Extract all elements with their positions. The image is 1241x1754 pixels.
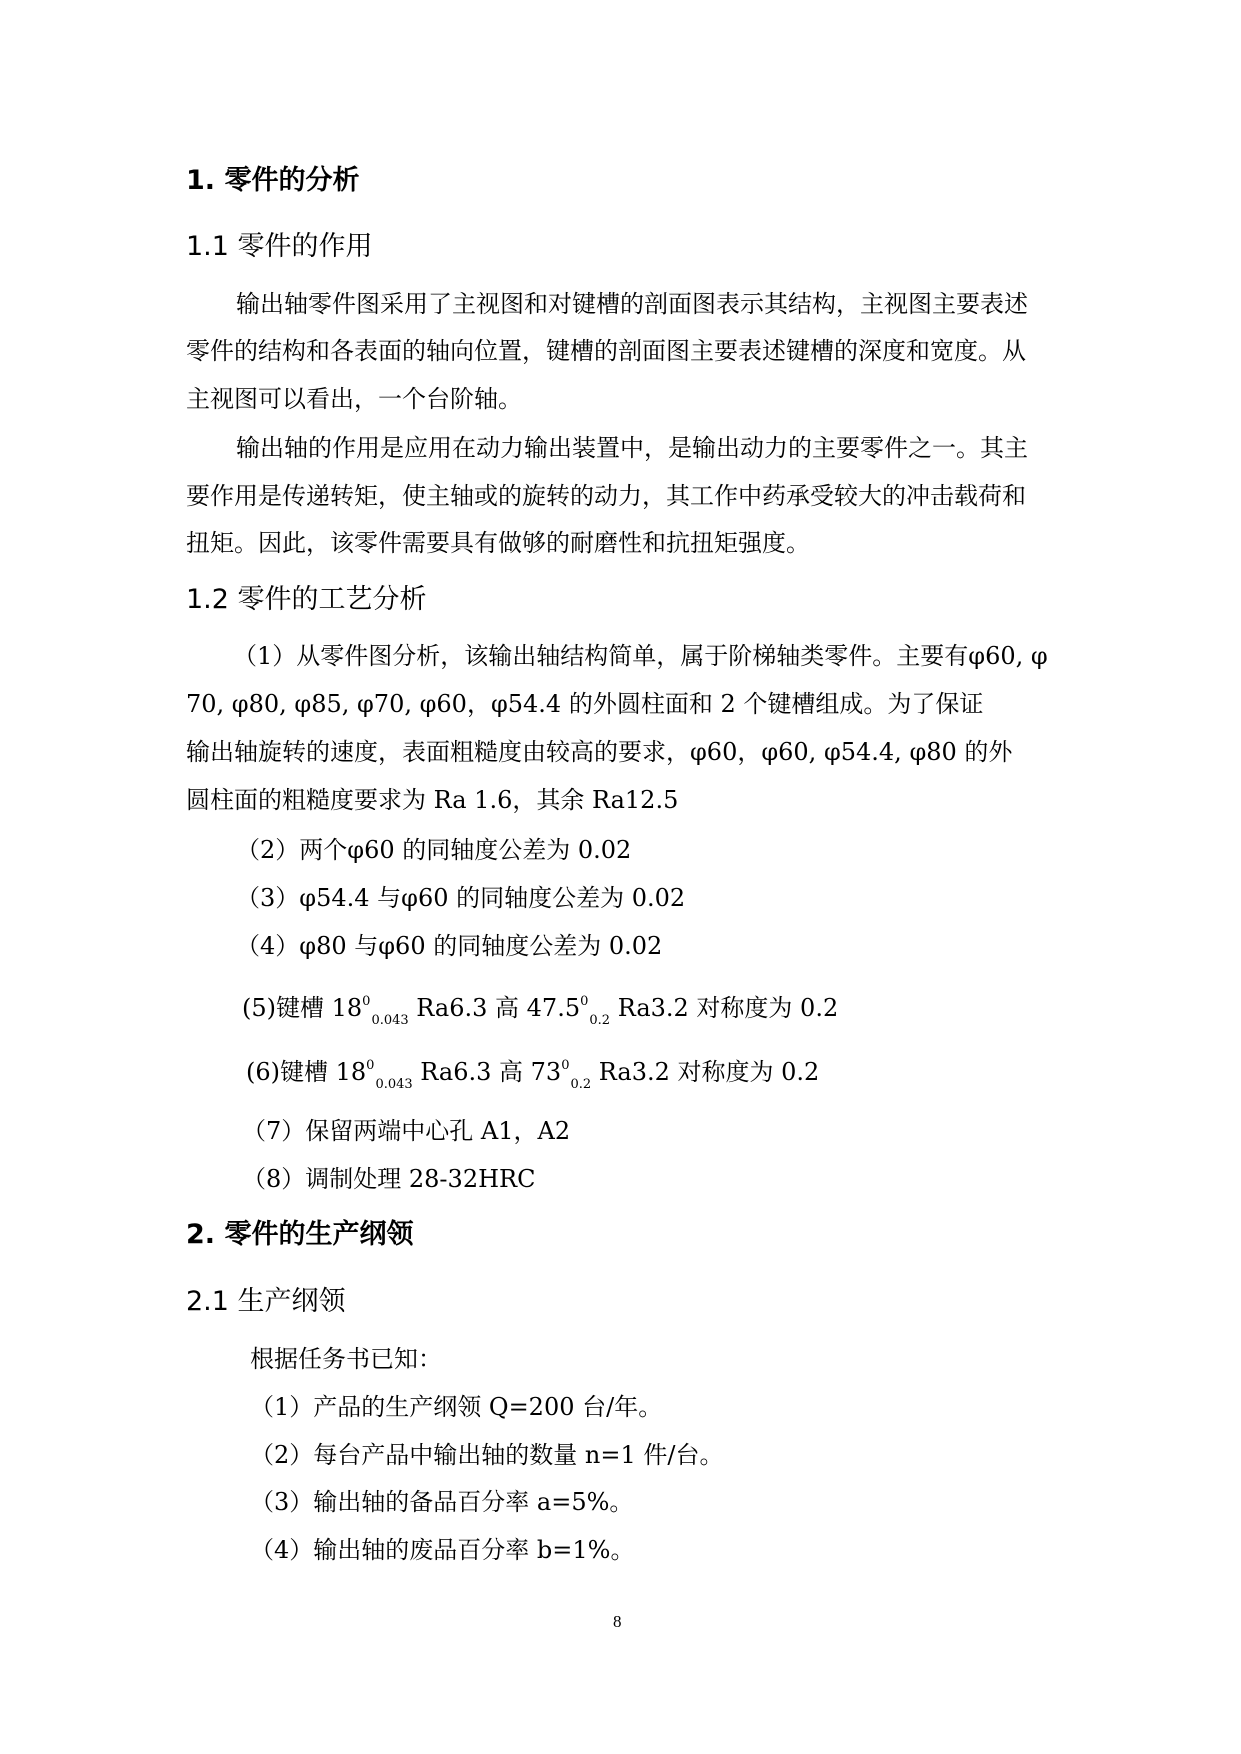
paragraph-line: 零件的结构和各表面的轴向位置，键槽的剖面图主要表述键槽的深度和宽度。从 <box>186 337 1026 365</box>
list-item-keyway-1 <box>242 993 838 1028</box>
tolerance-upper: 0 <box>366 1058 375 1073</box>
list-item: （3）φ54.4 与φ60 的同轴度公差为 0.02 <box>236 884 686 912</box>
list-item-line: 输出轴旋转的速度，表面粗糙度由较高的要求，φ60，φ60, φ54.4, φ80 的外 <box>186 738 1013 766</box>
paragraph-line: 输出轴零件图采用了主视图和对键槽的剖面图表示其结构，主视图主要表述 <box>236 290 1028 318</box>
section-2-1-title: 2.1 生产纲领 <box>186 1286 346 1317</box>
section-1-title: 1. 零件的分析 <box>186 165 360 196</box>
paragraph-line: 输出轴的作用是应用在动力输出装置中，是输出动力的主要零件之一。其主 <box>236 434 1028 462</box>
paragraph-line: 要作用是传递转矩，使主轴或的旋转的动力，其工作中药承受较大的冲击载荷和 <box>186 482 1026 510</box>
list-item: （4）输出轴的废品百分率 b=1%。 <box>250 1536 635 1564</box>
list-item-line: （1）从零件图分析，该输出轴结构简单，属于阶梯轴类零件。主要有φ60, φ <box>233 642 1048 670</box>
tolerance-upper: 0 <box>580 994 589 1009</box>
tolerance-lower: 0.2 <box>589 1013 611 1028</box>
list-item: （3）输出轴的备品百分率 a=5%。 <box>250 1488 634 1516</box>
tolerance-upper: 0 <box>362 994 371 1009</box>
keyway-text: (5)键槽 18 <box>242 994 363 1022</box>
page-number: 8 <box>613 1612 622 1631</box>
paragraph-line: 主视图可以看出，一个台阶轴。 <box>186 385 522 413</box>
list-item-line: 圆柱面的粗糙度要求为 Ra 1.6，其余 Ra12.5 <box>186 786 679 814</box>
keyway-text: Ra6.3 高 47.5 <box>408 994 581 1022</box>
list-item-line: 70, φ80, φ85, φ70, φ60，φ54.4 的外圆柱面和 2 个键槽组成。为了保证 <box>186 690 984 718</box>
keyway-text: (6)键槽 18 <box>246 1058 367 1086</box>
list-item: （1）产品的生产纲领 Q=200 台/年。 <box>250 1393 663 1421</box>
list-item-keyway-2 <box>246 1057 819 1092</box>
list-item: （2）每台产品中输出轴的数量 n=1 件/台。 <box>250 1441 724 1469</box>
list-item: （4）φ80 与φ60 的同轴度公差为 0.02 <box>236 932 663 960</box>
keyway-text: Ra3.2 对称度为 0.2 <box>591 1058 820 1086</box>
tolerance-upper: 0 <box>561 1058 570 1073</box>
list-item: （8）调制处理 28-32HRC <box>242 1165 536 1193</box>
tolerance-lower: 0.2 <box>570 1077 592 1092</box>
keyway-text: Ra3.2 对称度为 0.2 <box>610 994 839 1022</box>
tolerance-lower: 0.043 <box>375 1077 413 1092</box>
paragraph-line: 扭矩。因此，该零件需要具有做够的耐磨性和抗扭矩强度。 <box>186 529 810 557</box>
tolerance-lower: 0.043 <box>371 1013 409 1028</box>
list-item: （7）保留两端中心孔 A1，A2 <box>242 1117 571 1145</box>
section-1-2-title: 1.2 零件的工艺分析 <box>186 584 427 615</box>
paragraph-line: 根据任务书已知： <box>250 1345 442 1373</box>
list-item: （2）两个φ60 的同轴度公差为 0.02 <box>236 836 632 864</box>
section-1-1-title: 1.1 零件的作用 <box>186 231 373 262</box>
section-2-title: 2. 零件的生产纲领 <box>186 1219 414 1250</box>
keyway-text: Ra6.3 高 73 <box>412 1058 562 1086</box>
